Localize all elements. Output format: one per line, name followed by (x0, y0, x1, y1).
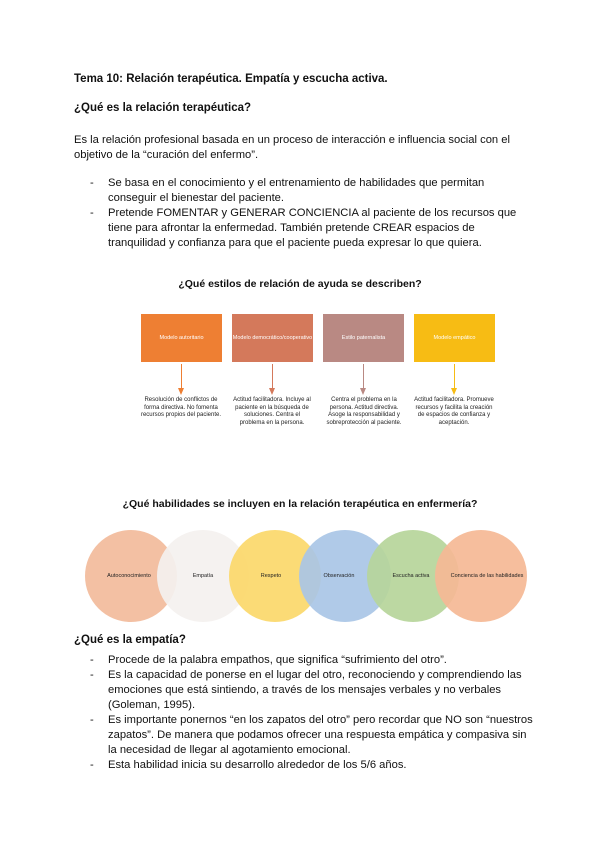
empathy-bullets (74, 653, 534, 773)
section-heading-therapeutic-relation: ¿Qué es la relación terapéutica? (74, 102, 252, 114)
style-box-authoritarian: Modelo autoritario (141, 314, 222, 362)
venn-label: Conciencia de las habilidades (450, 572, 524, 579)
style-description: Centra el problema en la persona. Actitud directiva. Asoge la responsabilidad y sobreprotección al paciente. (326, 397, 402, 426)
style-description: Actitud facilitadora. Promueve recursos y facilita la creación de espacios de confianza y aceptación. (414, 397, 494, 426)
list-item: - Es la capacidad de ponerse en el lugar del otro, reconociendo y comprendiendo las emociones que está sintiendo, a través de los mensajes verbales y no verbales (Goleman, 1995). (90, 669, 522, 711)
arrow-line (181, 364, 182, 390)
arrow-line (454, 364, 455, 390)
skills-venn-diagram (85, 530, 525, 625)
document-title: Tema 10: Relación terapéutica. Empatía y escucha activa. (74, 73, 388, 85)
style-description: Actitud facilitadora. Incluye al paciente en la búsqueda de soluciones. Centra el problema en la persona. (233, 397, 311, 426)
venn-label: Respeto (260, 572, 282, 579)
list-item: - Se basa en el conocimiento y el entrenamiento de habilidades que permitan conseguir el bienestar del paciente. (90, 177, 485, 204)
arrow-down-icon (451, 388, 457, 395)
venn-label: Autoconocimiento (107, 572, 151, 579)
style-box-paternalist: Estilo paternalista (323, 314, 404, 362)
therapeutic-relation-bullets (74, 176, 534, 251)
section-heading-empathy: ¿Qué es la empatía? (74, 634, 186, 646)
list-item: - Procede de la palabra empathos, que significa “sufrimiento del otro”. (90, 654, 447, 666)
arrow-line (363, 364, 364, 390)
list-item: - Pretende FOMENTAR y GENERAR CONCIENCIA al paciente de los recursos que tiene para afrontar la enfermedad. También pretende CREAR espacios de tranquilidad y confianza para que el paciente pueda expresar lo que quiera. (90, 207, 517, 249)
list-item: - Esta habilidad inicia su desarrollo alrededor de los 5/6 años. (90, 759, 407, 771)
arrow-down-icon (360, 388, 366, 395)
arrow-down-icon (269, 388, 275, 395)
style-box-empathic: Modelo empático (414, 314, 495, 362)
list-item: - Es importante ponernos “en los zapatos del otro” pero recordar que NO son “nuestros zapatos”. De manera que podamos ofrecer una respuesta empática y compasiva sin la necesidad de llegar al agotamiento emocional. (90, 714, 533, 756)
arrow-down-icon (178, 388, 184, 395)
venn-label: Empatía (192, 572, 214, 579)
venn-label: Observación (323, 572, 355, 579)
style-box-democratic: Modelo democrático/cooperativo (232, 314, 313, 362)
venn-label: Escucha activa (392, 572, 430, 579)
arrow-line (272, 364, 273, 390)
styles-diagram-heading: ¿Qué estilos de relación de ayuda se describen? (178, 278, 422, 290)
skills-diagram-heading: ¿Qué habilidades se incluyen en la relación terapéutica en enfermería? (122, 498, 478, 510)
style-description: Resolución de conflictos de forma directiva. No fomenta recursos propios del paciente. (140, 397, 222, 418)
definition-paragraph: Es la relación profesional basada en un proceso de interacción e influencia social con el objetivo de la “curación del enfermo”. (74, 134, 510, 161)
